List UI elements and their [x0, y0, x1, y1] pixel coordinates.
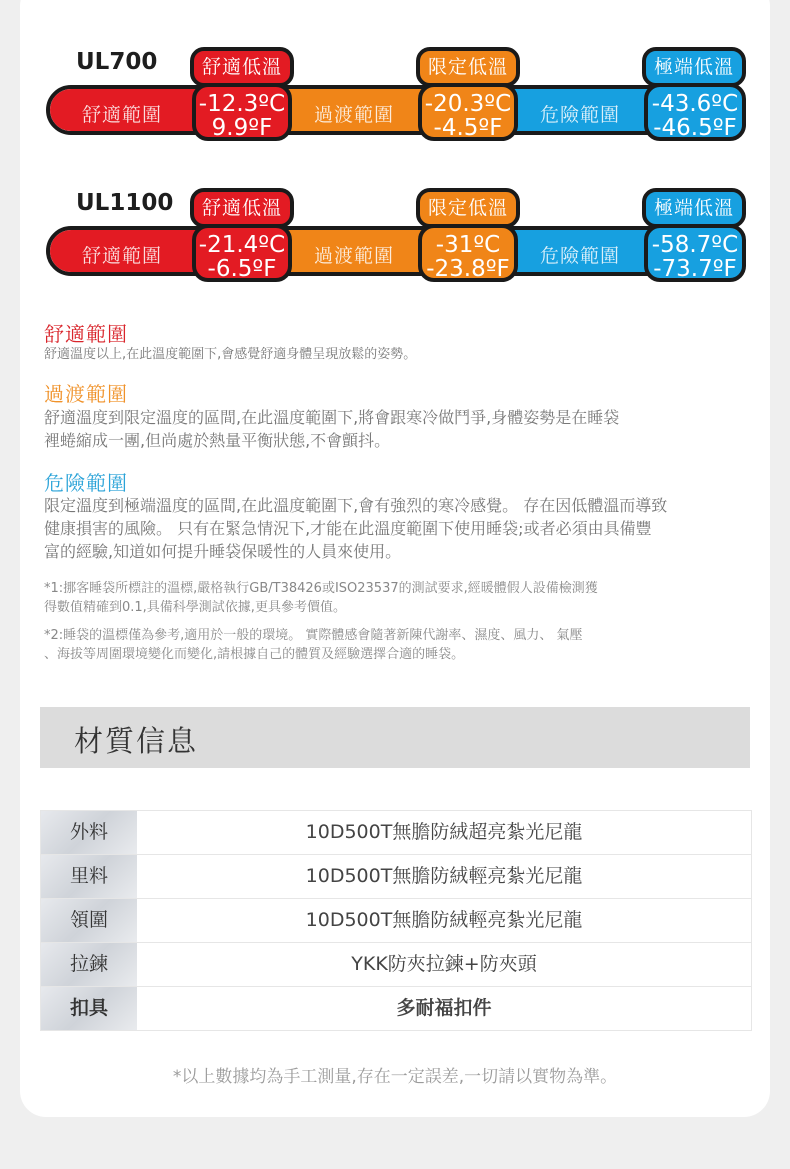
material-section-title: 材質信息: [74, 724, 199, 758]
table-row: [41, 855, 751, 899]
row-value: 多耐福扣件: [396, 997, 492, 1019]
model-name: UL1100: [76, 190, 174, 216]
extreme-low-tag: 極端低溫: [642, 47, 746, 87]
limit-low-tag: 限定低溫: [416, 188, 520, 228]
zone-label-comfort: 舒適範圍: [82, 245, 163, 267]
zone-label-transition: 過渡範圍: [314, 245, 395, 267]
definition-title-danger: 危險範圍: [44, 471, 128, 495]
limit-low-value: [418, 83, 518, 141]
zone-label-transition: 過渡範圍: [314, 104, 395, 126]
celsius: -31ºC: [435, 232, 501, 258]
material-table: [40, 810, 752, 1031]
model-name: UL700: [76, 49, 158, 75]
extreme-low-tag: 極端低溫: [642, 188, 746, 228]
definition-title-comfort: 舒適範圍: [44, 322, 128, 346]
limit-low-value: [418, 224, 518, 282]
fahrenheit: -73.7ºF: [653, 256, 737, 282]
footnote-1: *1:挪客睡袋所標註的溫標,嚴格執行GB/T38426或ISO23537的測試要求,經暖體假人設備檢測獲 得數值精確到0.1,具備科學測試依據,更具參考價值。: [44, 581, 598, 615]
footnote-2: *2:睡袋的溫標僅為參考,適用於一般的環境。 實際體感會隨著新陳代謝率、濕度、風力、 氣壓 、海拔等周圍環境變化而變化,請根據自己的體質及經驗選擇合適的睡袋。: [44, 628, 583, 662]
fahrenheit: 9.9ºF: [211, 115, 273, 141]
comfort-low-tag: 舒適低溫: [190, 47, 294, 87]
definition-body-comfort: 舒適溫度以上,在此溫度範圍下,會感覺舒適身體呈現放鬆的姿勢。: [44, 347, 417, 362]
zone-label-danger: 危險範圍: [540, 104, 621, 126]
celsius: -12.3ºC: [198, 91, 286, 117]
temperature-chart-ul1100: [46, 188, 746, 288]
row-key: 領圍: [41, 899, 137, 942]
extreme-low-value: [644, 224, 746, 282]
fahrenheit: -6.5ºF: [207, 256, 277, 282]
fahrenheit: -4.5ºF: [433, 115, 503, 141]
definition-title-transition: 過渡範圍: [44, 382, 128, 406]
row-key: 扣具: [41, 987, 137, 1030]
comfort-low-value: [192, 224, 292, 282]
row-value: 10D500T無膽防絨輕亮紮光尼龍: [305, 865, 583, 887]
material-section-header: [40, 707, 750, 768]
limit-low-tag: 限定低溫: [416, 47, 520, 87]
row-key: 拉鍊: [41, 943, 137, 986]
row-value: YKK防夾拉鍊+防夾頭: [351, 953, 537, 975]
fahrenheit: -46.5ºF: [653, 115, 737, 141]
celsius: -21.4ºC: [198, 232, 286, 258]
zone-label-comfort: 舒適範圍: [82, 104, 163, 126]
celsius: -43.6ºC: [651, 91, 739, 117]
table-row: [41, 899, 751, 943]
row-key: 里料: [41, 855, 137, 898]
definition-body-transition: 舒適溫度到限定溫度的區間,在此溫度範圍下,將會跟寒冷做鬥爭,身體姿勢是在睡袋 裡蜷縮成一團,但尚處於熱量平衡狀態,不會顫抖。: [44, 408, 620, 450]
zone-label-danger: 危險範圍: [540, 245, 621, 267]
row-key: 外料: [41, 811, 137, 854]
table-row: [41, 987, 751, 1031]
row-value: 10D500T無膽防絨超亮紮光尼龍: [305, 821, 583, 843]
fahrenheit: -23.8ºF: [426, 256, 510, 282]
temperature-chart-ul700: [46, 47, 746, 147]
comfort-low-value: [192, 83, 292, 141]
footer-note: *以上數據均為手工測量,存在一定誤差,一切請以實物為準。: [172, 1067, 618, 1087]
celsius: -58.7ºC: [651, 232, 739, 258]
definition-body-danger: 限定溫度到極端溫度的區間,在此溫度範圍下,會有強烈的寒冷感覺。 存在因低體溫而導致 健康損害的風險。 只有在緊急情況下,才能在此溫度範圍下使用睡袋;或者必須由具備豐 富的經驗,知道如何提升睡袋保暖性的人員來使用。: [44, 496, 668, 561]
table-row: [41, 811, 751, 855]
table-row: [41, 943, 751, 987]
celsius: -20.3ºC: [424, 91, 512, 117]
extreme-low-value: [644, 83, 746, 141]
comfort-low-tag: 舒適低溫: [190, 188, 294, 228]
row-value: 10D500T無膽防絨輕亮紮光尼龍: [305, 909, 583, 931]
